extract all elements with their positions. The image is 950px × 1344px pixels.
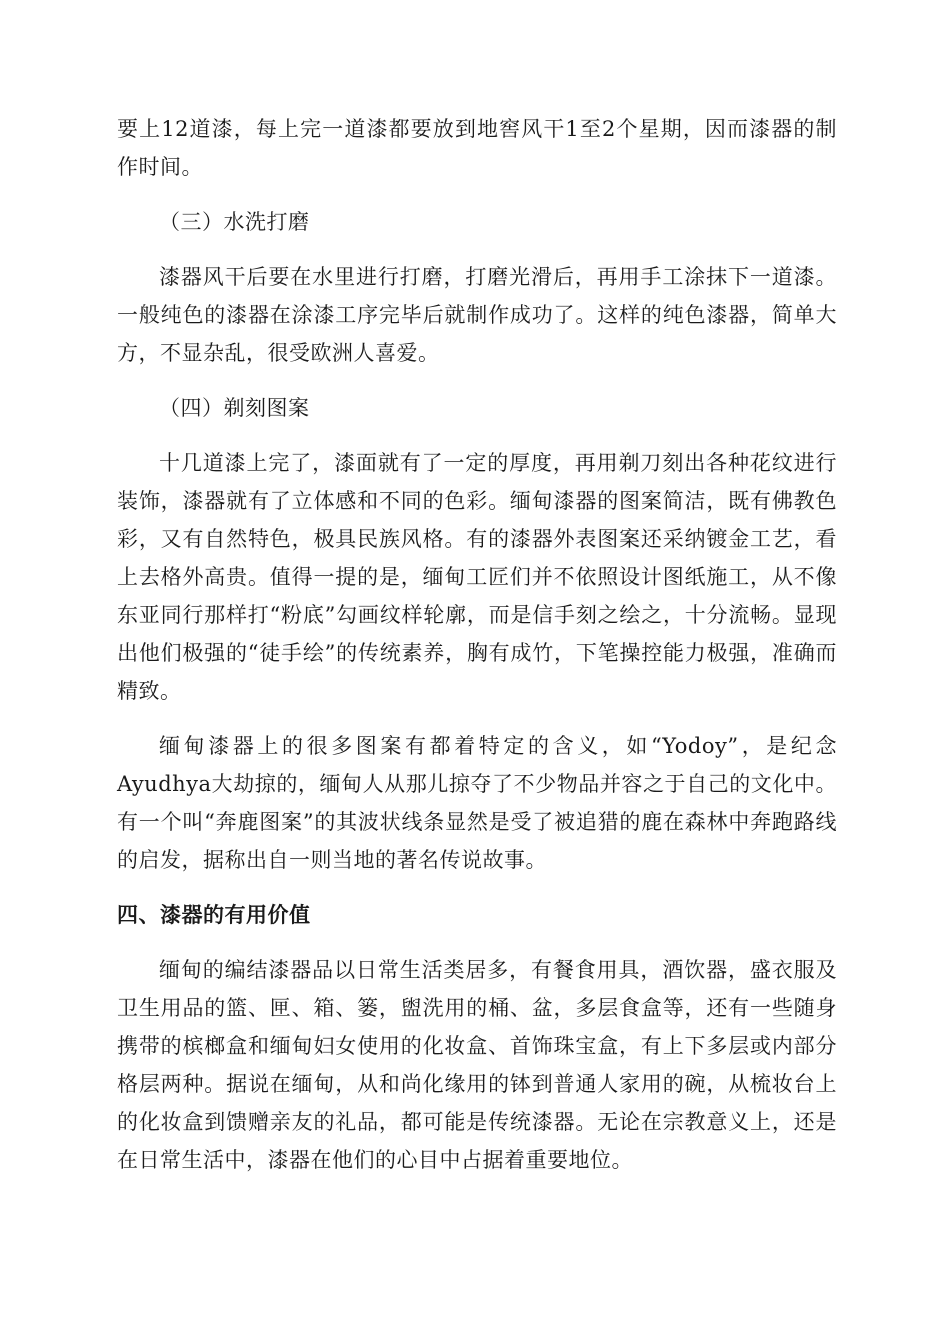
section-heading-practical-value: 四、漆器的有用价值 [117, 903, 311, 927]
paragraph-washing-polishing: 漆器风干后要在水里进行打磨，打磨光滑后，再用手工涂抹下一道漆。一般纯色的漆器在涂漆工序完毕后就制作成功了。这样的纯色漆器，简单大方，不显杂乱，很受欧洲人喜爱。 [117, 265, 837, 365]
paragraph-pattern-meanings: 缅甸漆器上的很多图案有都着特定的含义，如“Yodoy”，是纪念Ayudhya大劫掠的，缅甸人从那儿掠夺了不少物品并容之于自己的文化中。有一个叫“奔鹿图案”的其波状线条显然是受了被追猎的鹿在森林中奔跑路线的启发，据称出自一则当地的著名传说故事。 [117, 734, 837, 872]
paragraph-carving-patterns: 十几道漆上完了，漆面就有了一定的厚度，再用剃刀刻出各种花纹进行装饰，漆器就有了立体感和不同的色彩。缅甸漆器的图案简洁，既有佛教色彩，又有自然特色，极具民族风格。有的漆器外表图案还采纳镀金工艺，看上去格外高贵。值得一提的是，缅甸工匠们并不依照设计图纸施工，从不像东亚同行那样打“粉底”勾画纹样轮廓，而是信手刻之绘之，十分流畅。显现出他们极强的“徒手绘”的传统素养，胸有成竹，下笔操控能力极强，准确而精致。 [117, 451, 837, 703]
paragraph-practical-value: 缅甸的编结漆器品以日常生活类居多，有餐食用具，酒饮器，盛衣服及卫生用品的篮、匣、箱、篓，盥洗用的桶、盆，多层食盒等，还有一些随身携带的槟榔盒和缅甸妇女使用的化妆盒、首饰珠宝盒，有上下多层或内部分格层两种。据说在缅甸，从和尚化缘用的钵到普通人家用的碗，从梳妆台上的化妆盒到馈赠亲友的礼品，都可能是传统漆器。无论在宗教意义上，还是在日常生活中，漆器在他们的心目中占据着重要地位。 [117, 958, 837, 1172]
subsection-heading-carving-patterns: （四）剃刻图案 [159, 396, 310, 420]
document-body [117, 110, 837, 1196]
paragraph-continuation: 要上12道漆，每上完一道漆都要放到地窖风干1至2个星期，因而漆器的制作时间。 [117, 117, 837, 179]
subsection-heading-washing-polishing: （三）水洗打磨 [159, 210, 310, 234]
